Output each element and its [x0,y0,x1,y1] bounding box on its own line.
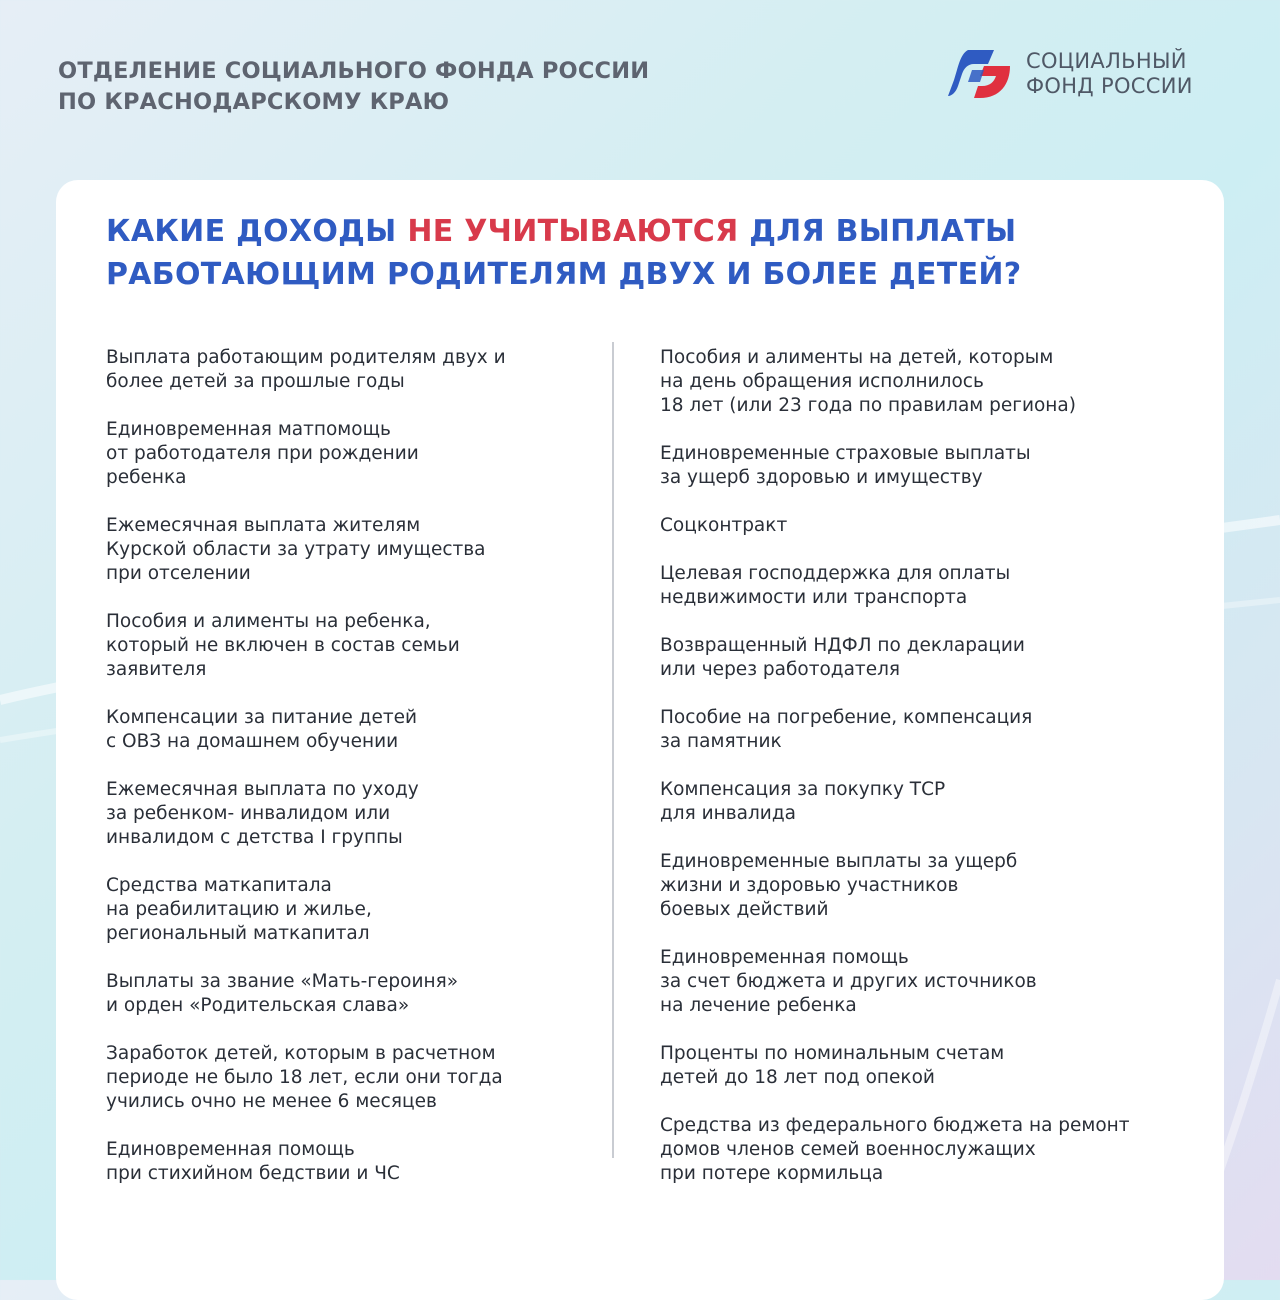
income-list-item-line: при потере кормильца [660,1163,884,1184]
income-list-item-line: региональный маткапитал [106,923,370,944]
income-list-item-line: Компенсации за питание детей [106,707,418,728]
sfr-logo-icon [944,44,1016,104]
income-list-item-line: за ущерб здоровью и имуществу [660,467,983,488]
left-income-list [106,346,596,1210]
income-list-item-line: Единовременная матпомощь [106,419,391,440]
logo-text-line-2: ФОНД РОССИИ [1026,74,1193,98]
income-list-item [660,850,1200,922]
income-list-item-line: ребенка [106,467,187,488]
income-list-item-line: с ОВЗ на домашнем обучении [106,731,399,752]
card-title-part-1: КАКИЕ ДОХОДЫ [106,214,408,249]
income-list-item-line: учились очно не менее 6 месяцев [106,1091,437,1112]
income-list-item-line: который не включен в состав семьи [106,635,460,656]
column-divider [612,342,614,1158]
income-list-item-line: за счет бюджета и других источников [660,971,1037,992]
income-list-item [106,778,596,850]
logo-text [1026,49,1193,99]
income-list-item [106,418,596,490]
income-list-item-line: Курской области за утрату имущества [106,539,486,560]
income-list-item-line: недвижимости или транспорта [660,587,968,608]
income-list-item-line: более детей за прошлые годы [106,371,405,392]
income-list-item [660,562,1200,610]
income-list-item-line: Возвращенный НДФЛ по декларации [660,635,1025,656]
income-list-item [106,874,596,946]
income-list-item-line: периоде не было 18 лет, если они тогда [106,1067,503,1088]
income-list-item-line: для инвалида [660,803,796,824]
income-list-item-line: Выплаты за звание «Мать-героиня» [106,971,459,992]
income-list-item [660,634,1200,682]
income-list-item-line: жизни и здоровью участников [660,875,959,896]
income-list-item-line: Пособия и алименты на ребенка, [106,611,431,632]
income-list-item-line: домов членов семей военнослужащих [660,1139,1036,1160]
header-title-line-1: ОТДЕЛЕНИЕ СОЦИАЛЬНОГО ФОНДА РОССИИ [58,58,650,84]
income-list-item [660,442,1200,490]
income-list-item-line: от работодателя при рождении [106,443,419,464]
income-list-item-line: при стихийном бедствии и ЧС [106,1163,400,1184]
income-list-item-line: Выплата работающим родителям двух и [106,347,506,368]
income-list-item [660,1114,1200,1186]
card-title-line-2: РАБОТАЮЩИМ РОДИТЕЛЯМ ДВУХ И БОЛЕЕ ДЕТЕЙ? [106,257,1022,292]
sfr-logo [944,44,1193,104]
income-list-item-line: на день обращения исполнилось [660,371,984,392]
income-list-item-line: за ребенком- инвалидом или [106,803,391,824]
income-list-item [660,514,1200,538]
income-list-item-line: Средства из федерального бюджета на ремонт [660,1115,1130,1136]
income-list-item [106,970,596,1018]
header-title [58,56,649,118]
right-income-list [660,346,1200,1210]
info-card [56,180,1224,1300]
logo-text-line-1: СОЦИАЛЬНЫЙ [1026,49,1187,73]
income-list-item-line: Единовременные выплаты за ущерб [660,851,1018,872]
income-list-item [106,610,596,682]
income-list-item-line: Целевая господдержка для оплаты [660,563,1011,584]
income-list-item-line: Единовременные страховые выплаты [660,443,1031,464]
income-list-item-line: 18 лет (или 23 года по правилам региона) [660,395,1076,416]
income-list-item [660,706,1200,754]
income-list-item-line: инвалидом с детства I группы [106,827,403,848]
card-title-part-2: ДЛЯ ВЫПЛАТЫ [738,214,1017,249]
income-list-item [660,778,1200,826]
income-list-item-line: при отселении [106,563,251,584]
income-list-item-line: или через работодателя [660,659,901,680]
income-list-item-line: Компенсация за покупку ТСР [660,779,946,800]
income-list-item [106,1042,596,1114]
income-list-item [106,346,596,394]
income-list-item-line: и орден «Родительская слава» [106,995,410,1016]
income-list-item-line: на лечение ребенка [660,995,857,1016]
header-title-line-2: ПО КРАСНОДАРСКОМУ КРАЮ [58,89,450,115]
income-list-item [106,514,596,586]
income-list-item-line: Единовременная помощь [660,947,909,968]
income-list-item-line: Пособия и алименты на детей, которым [660,347,1054,368]
card-title-highlight: НЕ УЧИТЫВАЮТСЯ [407,214,739,249]
income-list-item-line: боевых действий [660,899,829,920]
income-list-item-line: Заработок детей, которым в расчетном [106,1043,496,1064]
income-list-item-line: заявителя [106,659,207,680]
income-list-item [660,946,1200,1018]
income-list-item-line: Ежемесячная выплата по уходу [106,779,419,800]
income-list-item-line: детей до 18 лет под опекой [660,1067,935,1088]
income-list-item-line: Проценты по номинальным счетам [660,1043,1005,1064]
income-list-item [660,346,1200,418]
income-list-item-line: за памятник [660,731,782,752]
card-title [106,210,1186,296]
income-list-item-line: Ежемесячная выплата жителям [106,515,421,536]
income-list-item-line: Пособие на погребение, компенсация [660,707,1033,728]
income-list-item [660,1042,1200,1090]
income-list-item-line: на реабилитацию и жилье, [106,899,372,920]
income-list-item-line: Единовременная помощь [106,1139,355,1160]
income-list-item [106,706,596,754]
income-list-item-line: Средства маткапитала [106,875,332,896]
income-list-item-line: Соцконтракт [660,515,788,536]
income-list-item [106,1138,596,1186]
card-title-line-1 [106,210,1186,253]
